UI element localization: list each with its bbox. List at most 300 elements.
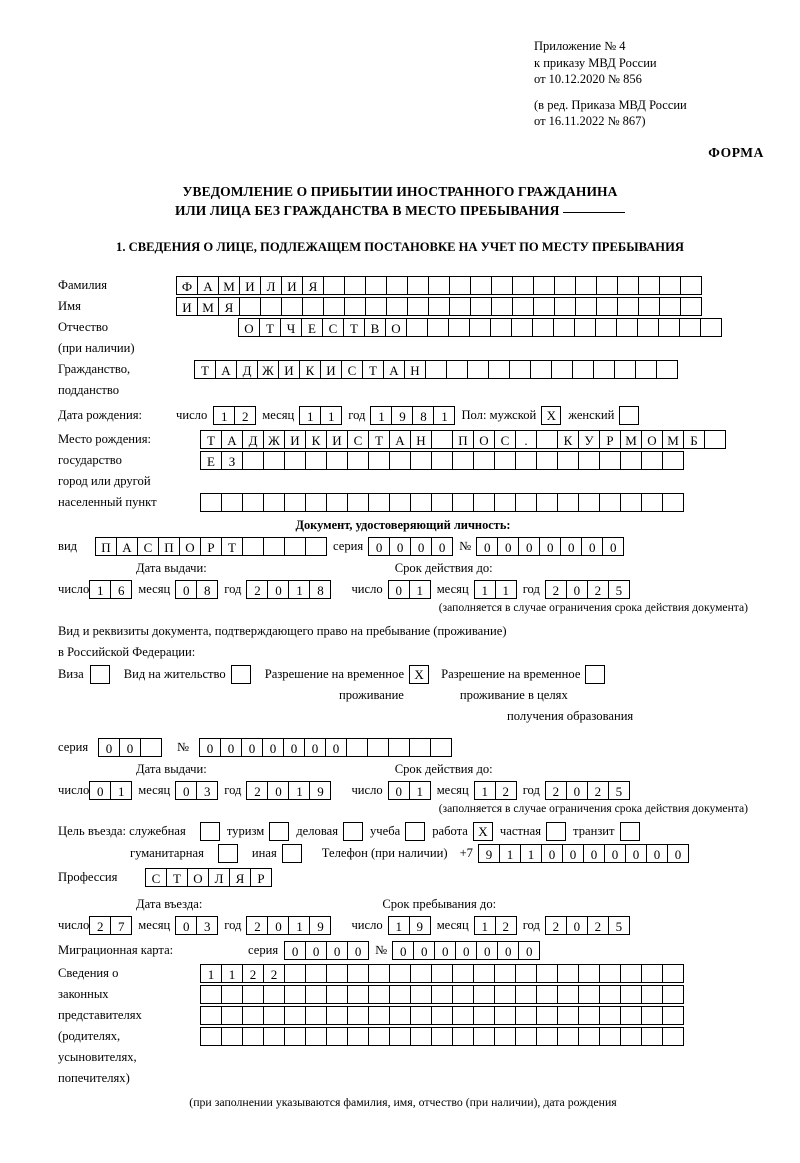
- legal-rep-row1-boxes[interactable]: [200, 964, 683, 983]
- char-box[interactable]: [242, 1006, 264, 1025]
- char-box[interactable]: С: [341, 360, 363, 379]
- char-box[interactable]: [367, 738, 389, 757]
- char-box[interactable]: Р: [200, 537, 222, 556]
- char-box[interactable]: О: [385, 318, 407, 337]
- char-box[interactable]: 2: [587, 580, 609, 599]
- char-box[interactable]: [263, 1027, 285, 1046]
- char-box[interactable]: [242, 537, 264, 556]
- char-box[interactable]: О: [179, 537, 201, 556]
- char-box[interactable]: 0: [267, 580, 289, 599]
- char-box[interactable]: [536, 451, 558, 470]
- char-box[interactable]: [473, 964, 495, 983]
- purpose-study-checkbox[interactable]: [405, 822, 425, 841]
- doc-issue-year-boxes[interactable]: [246, 580, 330, 599]
- char-box[interactable]: [599, 493, 621, 512]
- char-box[interactable]: Ж: [263, 430, 285, 449]
- char-box[interactable]: 2: [263, 964, 285, 983]
- char-box[interactable]: С: [494, 430, 516, 449]
- char-box[interactable]: [284, 985, 306, 1004]
- char-box[interactable]: 0: [583, 844, 605, 863]
- char-box[interactable]: [641, 964, 663, 983]
- permit-valid-day-boxes[interactable]: [388, 781, 430, 800]
- char-box[interactable]: [700, 318, 722, 337]
- char-box[interactable]: [305, 493, 327, 512]
- char-box[interactable]: [242, 493, 264, 512]
- char-box[interactable]: Т: [368, 430, 390, 449]
- char-box[interactable]: [281, 297, 303, 316]
- char-box[interactable]: 0: [518, 537, 540, 556]
- char-box[interactable]: 0: [267, 781, 289, 800]
- char-box[interactable]: [614, 360, 636, 379]
- char-box[interactable]: [578, 964, 600, 983]
- char-box[interactable]: [326, 493, 348, 512]
- char-box[interactable]: О: [641, 430, 663, 449]
- char-box[interactable]: [511, 318, 533, 337]
- char-box[interactable]: 5: [608, 916, 630, 935]
- sex-male-checkbox[interactable]: Х: [541, 406, 561, 425]
- char-box[interactable]: [473, 985, 495, 1004]
- char-box[interactable]: [368, 964, 390, 983]
- char-box[interactable]: 2: [545, 916, 567, 935]
- char-box[interactable]: 2: [246, 781, 268, 800]
- char-box[interactable]: [659, 276, 681, 295]
- char-box[interactable]: [326, 451, 348, 470]
- char-box[interactable]: [491, 276, 513, 295]
- char-box[interactable]: 0: [389, 537, 411, 556]
- char-box[interactable]: [427, 318, 449, 337]
- char-box[interactable]: [616, 318, 638, 337]
- char-box[interactable]: [431, 964, 453, 983]
- char-box[interactable]: [409, 738, 431, 757]
- char-box[interactable]: [389, 1027, 411, 1046]
- char-box[interactable]: [509, 360, 531, 379]
- char-box[interactable]: Л: [208, 868, 230, 887]
- char-box[interactable]: С: [322, 318, 344, 337]
- char-box[interactable]: [284, 493, 306, 512]
- char-box[interactable]: [494, 964, 516, 983]
- char-box[interactable]: П: [158, 537, 180, 556]
- char-box[interactable]: [452, 964, 474, 983]
- char-box[interactable]: [386, 297, 408, 316]
- char-box[interactable]: [620, 985, 642, 1004]
- char-box[interactable]: [536, 964, 558, 983]
- purpose-business-checkbox[interactable]: [343, 822, 363, 841]
- char-box[interactable]: 0: [326, 941, 348, 960]
- birth-day-boxes[interactable]: [213, 406, 255, 425]
- char-box[interactable]: 0: [241, 738, 263, 757]
- char-box[interactable]: [494, 985, 516, 1004]
- char-box[interactable]: [347, 1006, 369, 1025]
- char-box[interactable]: Т: [166, 868, 188, 887]
- sex-female-checkbox[interactable]: [619, 406, 639, 425]
- char-box[interactable]: 1: [299, 406, 321, 425]
- citizenship-boxes[interactable]: [194, 360, 677, 379]
- char-box[interactable]: С: [137, 537, 159, 556]
- legal-rep-row2-boxes[interactable]: [200, 985, 683, 1004]
- profession-boxes[interactable]: [145, 868, 271, 887]
- residence-checkbox[interactable]: [231, 665, 251, 684]
- char-box[interactable]: [515, 1027, 537, 1046]
- char-box[interactable]: С: [145, 868, 167, 887]
- char-box[interactable]: К: [305, 430, 327, 449]
- char-box[interactable]: 0: [602, 537, 624, 556]
- char-box[interactable]: [662, 1027, 684, 1046]
- char-box[interactable]: [452, 1027, 474, 1046]
- char-box[interactable]: [554, 276, 576, 295]
- char-box[interactable]: [368, 451, 390, 470]
- char-box[interactable]: Я: [302, 276, 324, 295]
- char-box[interactable]: [536, 1006, 558, 1025]
- char-box[interactable]: [368, 1027, 390, 1046]
- legal-rep-row3-boxes[interactable]: [200, 1006, 683, 1025]
- char-box[interactable]: [470, 297, 492, 316]
- char-box[interactable]: [410, 964, 432, 983]
- char-box[interactable]: [200, 1006, 222, 1025]
- char-box[interactable]: [431, 430, 453, 449]
- char-box[interactable]: [599, 985, 621, 1004]
- char-box[interactable]: [553, 318, 575, 337]
- char-box[interactable]: 9: [309, 916, 331, 935]
- char-box[interactable]: [242, 451, 264, 470]
- char-box[interactable]: 1: [388, 916, 410, 935]
- char-box[interactable]: Р: [599, 430, 621, 449]
- char-box[interactable]: О: [238, 318, 260, 337]
- char-box[interactable]: [284, 451, 306, 470]
- char-box[interactable]: 0: [199, 738, 221, 757]
- char-box[interactable]: А: [221, 430, 243, 449]
- char-box[interactable]: [263, 1006, 285, 1025]
- char-box[interactable]: 3: [196, 781, 218, 800]
- char-box[interactable]: [431, 493, 453, 512]
- char-box[interactable]: [662, 493, 684, 512]
- char-box[interactable]: 0: [434, 941, 456, 960]
- char-box[interactable]: [488, 360, 510, 379]
- char-box[interactable]: 0: [518, 941, 540, 960]
- char-box[interactable]: [431, 985, 453, 1004]
- char-box[interactable]: [620, 964, 642, 983]
- doc-valid-day-boxes[interactable]: [388, 580, 430, 599]
- char-box[interactable]: 0: [220, 738, 242, 757]
- char-box[interactable]: [365, 276, 387, 295]
- char-box[interactable]: П: [95, 537, 117, 556]
- char-box[interactable]: [473, 493, 495, 512]
- char-box[interactable]: 2: [587, 781, 609, 800]
- char-box[interactable]: 1: [288, 781, 310, 800]
- char-box[interactable]: 0: [431, 537, 453, 556]
- mig-number-boxes[interactable]: [392, 941, 539, 960]
- char-box[interactable]: [620, 1027, 642, 1046]
- char-box[interactable]: Д: [242, 430, 264, 449]
- char-box[interactable]: [242, 985, 264, 1004]
- char-box[interactable]: [680, 297, 702, 316]
- char-box[interactable]: [368, 985, 390, 1004]
- char-box[interactable]: [515, 964, 537, 983]
- char-box[interactable]: [620, 451, 642, 470]
- edu-residence-checkbox[interactable]: [585, 665, 605, 684]
- char-box[interactable]: П: [452, 430, 474, 449]
- char-box[interactable]: [512, 297, 534, 316]
- char-box[interactable]: [596, 276, 618, 295]
- char-box[interactable]: Н: [404, 360, 426, 379]
- char-box[interactable]: Ч: [280, 318, 302, 337]
- char-box[interactable]: [578, 1027, 600, 1046]
- char-box[interactable]: [431, 1027, 453, 1046]
- char-box[interactable]: [326, 964, 348, 983]
- char-box[interactable]: И: [284, 430, 306, 449]
- char-box[interactable]: [305, 1006, 327, 1025]
- char-box[interactable]: [263, 493, 285, 512]
- char-box[interactable]: [344, 276, 366, 295]
- visa-checkbox[interactable]: [90, 665, 110, 684]
- char-box[interactable]: [302, 297, 324, 316]
- char-box[interactable]: Л: [260, 276, 282, 295]
- char-box[interactable]: Т: [343, 318, 365, 337]
- char-box[interactable]: 1: [370, 406, 392, 425]
- char-box[interactable]: О: [473, 430, 495, 449]
- char-box[interactable]: [368, 493, 390, 512]
- char-box[interactable]: 0: [388, 580, 410, 599]
- doc-valid-month-boxes[interactable]: [474, 580, 516, 599]
- char-box[interactable]: 1: [320, 406, 342, 425]
- birth-year-boxes[interactable]: [370, 406, 454, 425]
- char-box[interactable]: А: [116, 537, 138, 556]
- char-box[interactable]: 0: [562, 844, 584, 863]
- char-box[interactable]: [410, 451, 432, 470]
- char-box[interactable]: [515, 493, 537, 512]
- char-box[interactable]: [557, 1006, 579, 1025]
- char-box[interactable]: [347, 964, 369, 983]
- char-box[interactable]: [200, 1027, 222, 1046]
- char-box[interactable]: 0: [392, 941, 414, 960]
- char-box[interactable]: [551, 360, 573, 379]
- char-box[interactable]: 1: [288, 916, 310, 935]
- purpose-transit-checkbox[interactable]: [620, 822, 640, 841]
- entry-day-boxes[interactable]: [89, 916, 131, 935]
- char-box[interactable]: 1: [474, 781, 496, 800]
- char-box[interactable]: [221, 1027, 243, 1046]
- char-box[interactable]: 9: [391, 406, 413, 425]
- birth-month-boxes[interactable]: [299, 406, 341, 425]
- char-box[interactable]: [557, 493, 579, 512]
- name-boxes[interactable]: [176, 297, 701, 316]
- char-box[interactable]: 2: [246, 580, 268, 599]
- char-box[interactable]: 0: [566, 781, 588, 800]
- permit-valid-month-boxes[interactable]: [474, 781, 516, 800]
- char-box[interactable]: [638, 276, 660, 295]
- char-box[interactable]: [494, 1027, 516, 1046]
- char-box[interactable]: [638, 297, 660, 316]
- char-box[interactable]: 0: [497, 941, 519, 960]
- char-box[interactable]: 0: [667, 844, 689, 863]
- char-box[interactable]: [473, 1006, 495, 1025]
- char-box[interactable]: [452, 493, 474, 512]
- char-box[interactable]: [263, 985, 285, 1004]
- char-box[interactable]: [406, 318, 428, 337]
- char-box[interactable]: [239, 297, 261, 316]
- char-box[interactable]: А: [215, 360, 237, 379]
- char-box[interactable]: 2: [495, 916, 517, 935]
- char-box[interactable]: [389, 985, 411, 1004]
- char-box[interactable]: [557, 985, 579, 1004]
- char-box[interactable]: Д: [236, 360, 258, 379]
- char-box[interactable]: 1: [221, 964, 243, 983]
- char-box[interactable]: [200, 493, 222, 512]
- char-box[interactable]: [679, 318, 701, 337]
- char-box[interactable]: [323, 297, 345, 316]
- stay-year-boxes[interactable]: [545, 916, 629, 935]
- char-box[interactable]: О: [187, 868, 209, 887]
- char-box[interactable]: [557, 1027, 579, 1046]
- char-box[interactable]: [617, 297, 639, 316]
- char-box[interactable]: Т: [259, 318, 281, 337]
- char-box[interactable]: 0: [347, 941, 369, 960]
- char-box[interactable]: [704, 430, 726, 449]
- char-box[interactable]: [536, 493, 558, 512]
- char-box[interactable]: 8: [412, 406, 434, 425]
- char-box[interactable]: [533, 276, 555, 295]
- char-box[interactable]: [617, 276, 639, 295]
- char-box[interactable]: Б: [683, 430, 705, 449]
- char-box[interactable]: [662, 985, 684, 1004]
- char-box[interactable]: [662, 1006, 684, 1025]
- char-box[interactable]: 0: [604, 844, 626, 863]
- purpose-private-checkbox[interactable]: [546, 822, 566, 841]
- char-box[interactable]: [599, 1006, 621, 1025]
- char-box[interactable]: 1: [499, 844, 521, 863]
- char-box[interactable]: [599, 1027, 621, 1046]
- char-box[interactable]: [641, 1027, 663, 1046]
- char-box[interactable]: К: [299, 360, 321, 379]
- char-box[interactable]: 1: [110, 781, 132, 800]
- char-box[interactable]: Т: [194, 360, 216, 379]
- char-box[interactable]: [347, 985, 369, 1004]
- char-box[interactable]: [452, 985, 474, 1004]
- char-box[interactable]: [473, 451, 495, 470]
- char-box[interactable]: [368, 1006, 390, 1025]
- permit-issue-day-boxes[interactable]: [89, 781, 131, 800]
- char-box[interactable]: [512, 276, 534, 295]
- char-box[interactable]: [620, 493, 642, 512]
- char-box[interactable]: [515, 985, 537, 1004]
- char-box[interactable]: [557, 451, 579, 470]
- char-box[interactable]: И: [176, 297, 198, 316]
- doc-kind-boxes[interactable]: [95, 537, 326, 556]
- char-box[interactable]: 2: [246, 916, 268, 935]
- char-box[interactable]: 0: [304, 738, 326, 757]
- char-box[interactable]: [469, 318, 491, 337]
- char-box[interactable]: [452, 451, 474, 470]
- char-box[interactable]: 1: [89, 580, 111, 599]
- char-box[interactable]: 0: [119, 738, 141, 757]
- char-box[interactable]: 0: [283, 738, 305, 757]
- char-box[interactable]: [389, 1006, 411, 1025]
- char-box[interactable]: 0: [625, 844, 647, 863]
- birth-place-row2-boxes[interactable]: [200, 451, 683, 470]
- char-box[interactable]: И: [320, 360, 342, 379]
- char-box[interactable]: 0: [497, 537, 519, 556]
- char-box[interactable]: 1: [409, 580, 431, 599]
- char-box[interactable]: 0: [581, 537, 603, 556]
- char-box[interactable]: 0: [566, 580, 588, 599]
- char-box[interactable]: [305, 1027, 327, 1046]
- char-box[interactable]: [305, 964, 327, 983]
- char-box[interactable]: 0: [267, 916, 289, 935]
- char-box[interactable]: [305, 451, 327, 470]
- char-box[interactable]: [599, 964, 621, 983]
- char-box[interactable]: [494, 493, 516, 512]
- permit-issue-year-boxes[interactable]: [246, 781, 330, 800]
- char-box[interactable]: [658, 318, 680, 337]
- char-box[interactable]: [532, 318, 554, 337]
- char-box[interactable]: 5: [608, 580, 630, 599]
- char-box[interactable]: [662, 964, 684, 983]
- char-box[interactable]: [494, 1006, 516, 1025]
- char-box[interactable]: [428, 276, 450, 295]
- char-box[interactable]: [641, 451, 663, 470]
- char-box[interactable]: [326, 985, 348, 1004]
- char-box[interactable]: [242, 1027, 264, 1046]
- char-box[interactable]: [659, 297, 681, 316]
- char-box[interactable]: [431, 451, 453, 470]
- char-box[interactable]: [431, 1006, 453, 1025]
- char-box[interactable]: 1: [433, 406, 455, 425]
- char-box[interactable]: [662, 451, 684, 470]
- char-box[interactable]: 1: [213, 406, 235, 425]
- char-box[interactable]: М: [662, 430, 684, 449]
- permit-issue-month-boxes[interactable]: [175, 781, 217, 800]
- char-box[interactable]: 0: [541, 844, 563, 863]
- char-box[interactable]: К: [557, 430, 579, 449]
- char-box[interactable]: [449, 297, 471, 316]
- char-box[interactable]: [407, 297, 429, 316]
- char-box[interactable]: 5: [608, 781, 630, 800]
- patronymic-boxes[interactable]: [238, 318, 721, 337]
- char-box[interactable]: [574, 318, 596, 337]
- char-box[interactable]: [410, 985, 432, 1004]
- char-box[interactable]: 6: [110, 580, 132, 599]
- char-box[interactable]: У: [578, 430, 600, 449]
- char-box[interactable]: Т: [362, 360, 384, 379]
- char-box[interactable]: [452, 1006, 474, 1025]
- char-box[interactable]: 2: [545, 781, 567, 800]
- doc-issue-day-boxes[interactable]: [89, 580, 131, 599]
- char-box[interactable]: [575, 276, 597, 295]
- char-box[interactable]: 2: [495, 781, 517, 800]
- char-box[interactable]: [410, 493, 432, 512]
- char-box[interactable]: 1: [474, 916, 496, 935]
- char-box[interactable]: 0: [455, 941, 477, 960]
- char-box[interactable]: 0: [175, 916, 197, 935]
- char-box[interactable]: 7: [110, 916, 132, 935]
- char-box[interactable]: Т: [221, 537, 243, 556]
- char-box[interactable]: [410, 1006, 432, 1025]
- char-box[interactable]: [536, 430, 558, 449]
- legal-rep-row4-boxes[interactable]: [200, 1027, 683, 1046]
- char-box[interactable]: [680, 276, 702, 295]
- char-box[interactable]: 0: [560, 537, 582, 556]
- char-box[interactable]: [536, 1027, 558, 1046]
- char-box[interactable]: [620, 1006, 642, 1025]
- doc-series-boxes[interactable]: [368, 537, 452, 556]
- char-box[interactable]: [389, 451, 411, 470]
- temp-residence-checkbox[interactable]: Х: [409, 665, 429, 684]
- doc-number-boxes[interactable]: [476, 537, 623, 556]
- char-box[interactable]: Ж: [257, 360, 279, 379]
- char-box[interactable]: [533, 297, 555, 316]
- char-box[interactable]: [536, 985, 558, 1004]
- char-box[interactable]: [656, 360, 678, 379]
- char-box[interactable]: [221, 1006, 243, 1025]
